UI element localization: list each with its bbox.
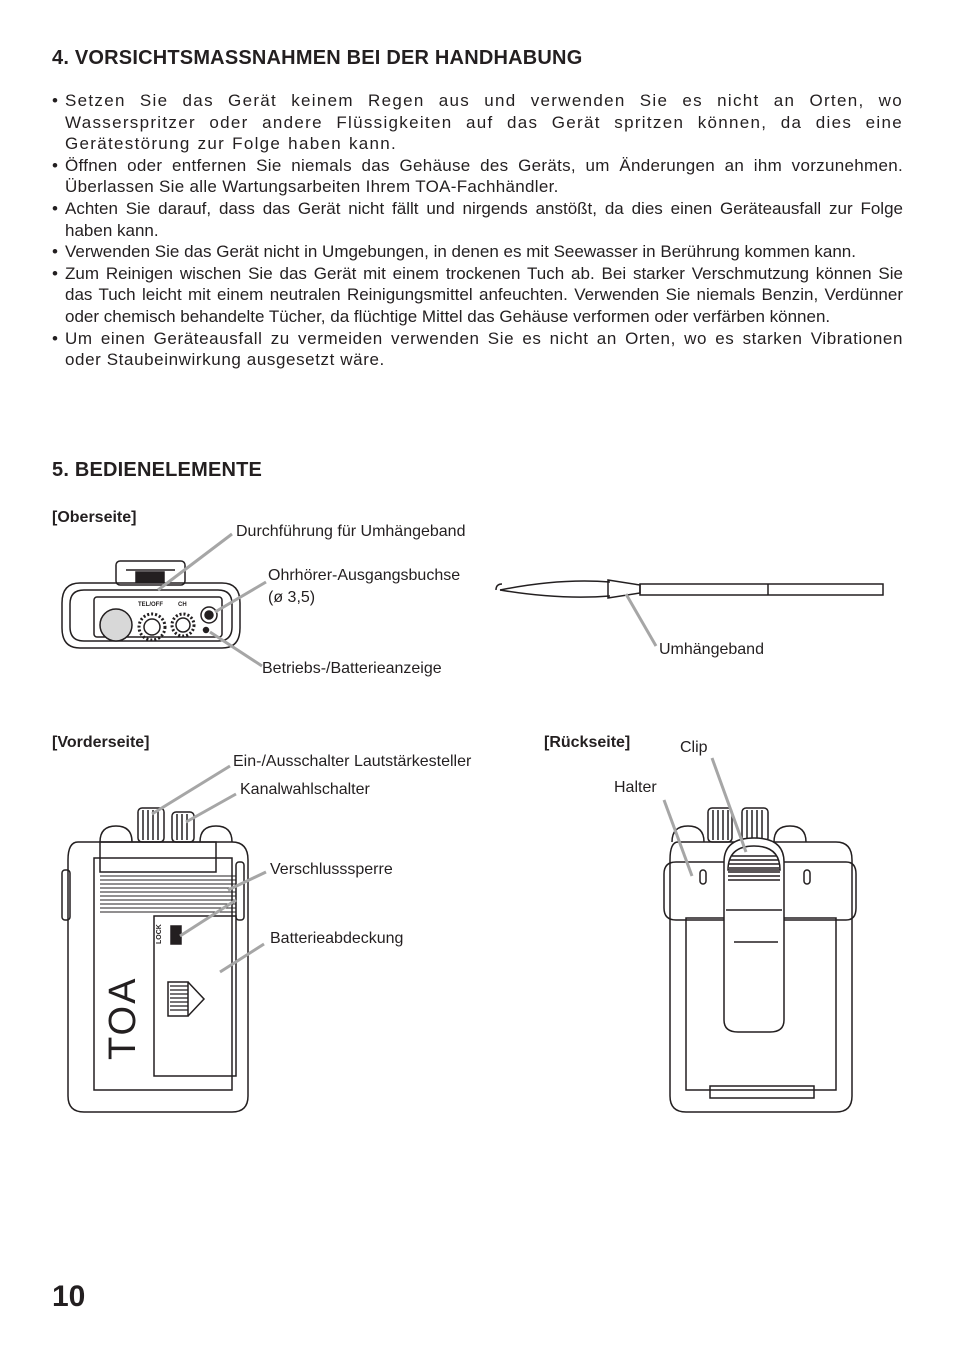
label-earphone-jack-size: (ø 3,5) bbox=[268, 589, 316, 606]
label-indicator: Betriebs-/Batterieanzeige bbox=[262, 660, 442, 677]
label-channel-switch: Kanalwahlschalter bbox=[240, 781, 370, 798]
ch-marking: CH bbox=[178, 602, 187, 608]
list-item: • Zum Reinigen wischen Sie das Gerät mit einem trockenen Tuch ab. Bei starker Verschmutzung können Sie das Tuch leicht mit einem neutralen Reinigungsmittel anfeuchten. Verwenden Sie niemals Benzin, Verdünner oder chemisch behandelte Tücher, da flüchtige Mittel das Gehäuse verformen oder verfärben können. bbox=[52, 263, 903, 328]
section-4-title: 4. VORSICHTSMASSNAHMEN BEI DER HANDHABUNG bbox=[52, 47, 583, 69]
label-strap-hole: Durchführung für Umhängeband bbox=[236, 523, 466, 540]
toa-logo: TOA bbox=[102, 976, 144, 1060]
label-battery-cover: Batterieabdeckung bbox=[270, 930, 404, 947]
label-strap: Umhängeband bbox=[659, 641, 764, 658]
top-view-heading: [Oberseite] bbox=[52, 509, 137, 526]
list-item: • Öffnen oder entfernen Sie niemals das Gehäuse des Geräts, um Änderungen an ihm vorzunehmen. Überlassen Sie alle Wartungsarbeiten Ihrem TOA-Fachhändler. bbox=[52, 155, 903, 198]
label-lock: Verschlusssperre bbox=[270, 861, 393, 878]
front-view-device bbox=[62, 808, 248, 1112]
front-view-heading: [Vorderseite] bbox=[52, 734, 150, 751]
list-item: • Um einen Geräteausfall zu vermeiden verwenden Sie es nicht an Orten, wo es starken Vibrationen oder Staubeinwirkung ausgesetzt wäre. bbox=[52, 328, 903, 371]
label-holder: Halter bbox=[614, 779, 657, 796]
back-view-device bbox=[664, 808, 856, 1112]
lock-marking: LOCK bbox=[156, 924, 163, 944]
list-item: • Verwenden Sie das Gerät nicht in Umgebungen, in denen es mit Seewasser in Berührung kommen kann. bbox=[52, 241, 903, 263]
page-number: 10 bbox=[52, 1280, 86, 1313]
tel-off-marking: TEL/OFF bbox=[138, 602, 163, 608]
label-power-volume: Ein-/Ausschalter Lautstärkesteller bbox=[233, 753, 472, 770]
section-5-title: 5. BEDIENELEMENTE bbox=[52, 459, 263, 481]
label-clip: Clip bbox=[680, 739, 708, 756]
list-item: • Achten Sie darauf, dass das Gerät nicht fällt und nirgends anstößt, da dies einen Geräteausfall zur Folge haben kann. bbox=[52, 198, 903, 241]
back-view-heading: [Rückseite] bbox=[544, 734, 631, 751]
list-item: • Setzen Sie das Gerät keinem Regen aus und verwenden Sie es nicht an Orten, wo Wasserspritzer oder andere Flüssigkeiten auf das Gerät spritzen können, da dies eine Gerätestörung zur Folge haben kann. bbox=[52, 90, 903, 155]
strap-drawing bbox=[496, 580, 883, 598]
label-earphone-jack: Ohrhörer-Ausgangsbuchse bbox=[268, 567, 461, 584]
